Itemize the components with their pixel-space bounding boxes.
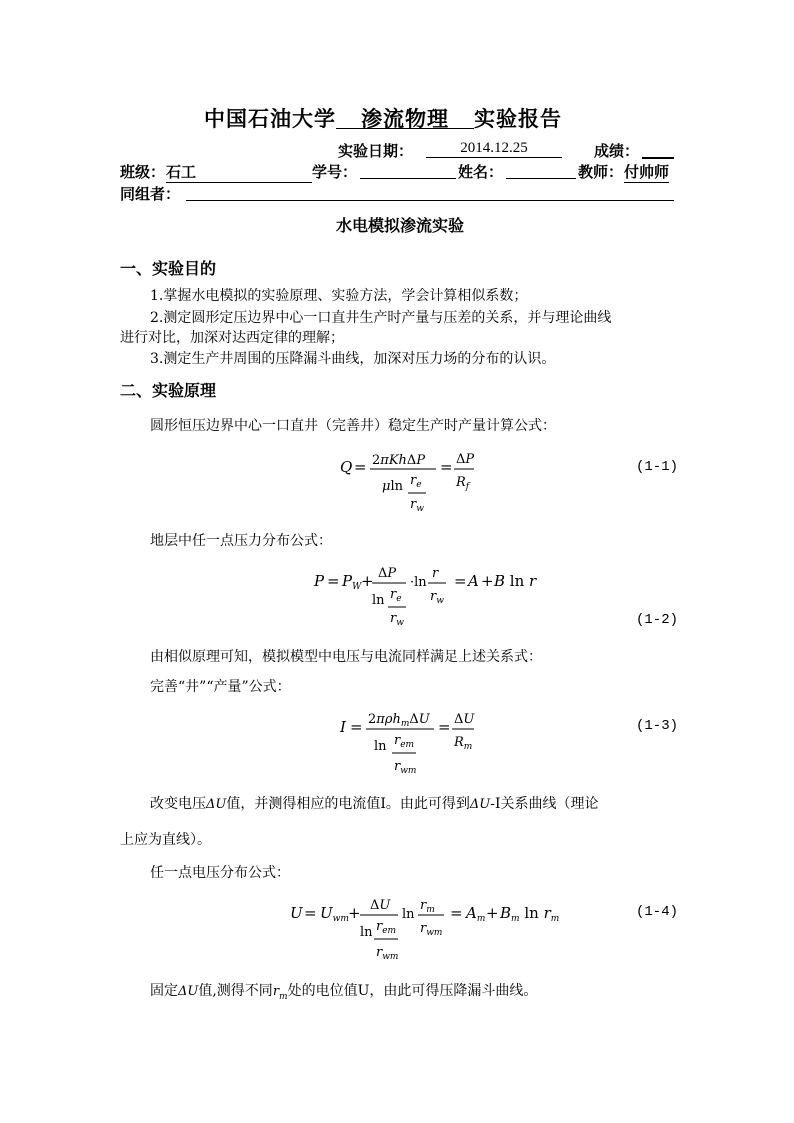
svg-text:rw: $r_w$ [410,497,424,514]
svg-text:rw: $r_w$ [390,611,404,628]
svg-text:re: $r_e$ [390,587,402,604]
grade-label: 成绩： [594,142,640,160]
principle-text-1: 圆形恒压边界中心一口直井（完善井）稳定生产时产量计算公式： [150,418,556,434]
svg-text:μln: μln [382,479,403,494]
class-label: 班级： [120,163,166,181]
principle-text-4: 完善“井”“产量”公式： [150,679,291,695]
svg-text:rm: $r_m$ [420,898,435,915]
svg-text:=: = [440,458,453,476]
svg-text:ln: ln [360,925,373,940]
teacher-value: 付帅师 [624,163,670,181]
svg-text:ln: ln [402,907,415,922]
svg-text:re: $r_e$ [410,473,422,490]
objective-item: 1.掌握水电模拟的实验原理、实验方法，学会计算相似系数； [150,288,528,304]
delta-u-symbol: ΔU [178,984,199,999]
svg-text:=: = [454,572,467,590]
principle-text-5 [150,793,599,813]
objective-item: 进行对比，加深对达西定律的理解； [120,330,344,346]
svg-text:=: = [438,718,451,736]
report-title [204,103,562,133]
svg-text:U: U [290,904,303,922]
svg-text:Bm ln rm: $B_m$ $\ln r_m$ [500,904,560,924]
svg-text:rwm: $r_{wm}$ [420,921,443,938]
date-value: 2014.12.25 [426,140,562,158]
svg-text:rw: $r_w$ [430,589,444,606]
principle-text-6: 任一点电压分布公式： [150,865,290,881]
svg-text:r: r [432,566,439,581]
equation-number: (1-3) [636,718,679,734]
svg-text:=: = [450,904,463,922]
class-value: 石工 [166,161,312,183]
delta-u-symbol: ΔU [469,797,491,812]
student-id-blank [360,178,456,179]
svg-text:I: I [340,718,346,736]
grade-blank [642,157,674,159]
experiment-title: 水电模拟渗流实验 [336,216,465,235]
svg-text:rwm: $r_{wm}$ [394,759,417,776]
text-span: 值,测得不同 [198,983,273,999]
objective-item: 3.测定生产井周围的压降漏斗曲线，加深对压力场的分布的认识。 [150,351,556,367]
svg-text:+: + [348,904,361,922]
svg-text:ΔP: ΔP [456,452,475,467]
title-prefix: 中国石油大学 [204,106,336,131]
principle-text-7 [150,980,537,1002]
svg-text:rem: $r_{em}$ [376,919,397,936]
teacher-label: 教师： [578,163,624,181]
svg-text:2πρhmΔU: 2πρh$_m$ΔU [368,712,430,729]
section2-heading: 二、实验原理 [120,381,217,400]
svg-text:B ln r: B ln r [494,572,537,590]
svg-text:Rm: $R_m$ [454,735,473,752]
section1-heading: 一、实验目的 [120,259,217,278]
name-label: 姓名： [458,163,504,181]
group-blank [186,200,674,201]
text-span: 固定 [150,983,178,999]
rm-symbol: r [272,984,280,999]
svg-text:ln: ln [372,593,385,608]
svg-text:=: = [354,458,367,476]
equation-1-2 [314,560,537,630]
student-id-label: 学号： [312,163,358,181]
svg-text:ΔP: ΔP [378,566,397,581]
svg-text:Uwm: $U_{wm}$ [320,904,349,924]
svg-text:rem: $r_{em}$ [394,733,415,750]
equation-number: (1-4) [636,904,679,920]
svg-text:A: A [468,572,479,590]
equation-number: (1-2) [636,612,679,628]
svg-text:+: + [486,904,499,922]
svg-text:Am: $A_m$ [466,904,486,924]
svg-text:+: + [361,572,374,590]
text-span: 处的电位值U，由此可得压降漏斗曲线。 [287,983,538,999]
equation-1-3 [340,704,480,776]
date-label: 实验日期： [338,142,414,160]
svg-text:Q: Q [340,458,353,476]
text-span: -I关系曲线（理论 [490,796,599,812]
svg-text:ΔU: ΔU [454,712,475,727]
delta-u-symbol: ΔU [206,797,227,812]
svg-text:P: P [314,572,325,590]
text-span: 改变电压 [150,796,206,812]
svg-text:ΔU: ΔU [370,898,391,913]
svg-text:+: + [481,572,494,590]
text-span: 值，并测得相应的电流值I。由此可得到 [226,796,470,812]
title-suffix: 实验报告 [474,106,562,131]
objective-item: 2.测定圆形定压边界中心一口直井生产时产量与压差的关系，并与理论曲线 [150,310,612,326]
course-name: 渗流物理 [336,109,474,129]
equation-1-1 [340,446,480,516]
svg-text:·ln: ·ln [410,575,427,590]
principle-text-2: 地层中任一点压力分布公式： [150,533,332,549]
svg-text:=: = [350,718,363,736]
svg-text:PW: $P_W$ [342,572,362,592]
rm-subscript: m [279,991,288,1002]
svg-text:=: = [327,572,340,590]
principle-text-5b: 上应为直线）。 [120,832,211,848]
equation-number: (1-1) [636,459,679,475]
principle-text-3: 由相似原理可知，模拟模型中电压与电流同样满足上述关系式： [150,649,542,665]
svg-text:2πKhΔP: 2πKhΔP [372,453,426,468]
group-label: 同组者： [120,185,181,203]
svg-text:=: = [304,904,317,922]
svg-text:ln: ln [374,739,387,754]
svg-text:Rf: $R_f$ [456,475,470,492]
name-blank [506,178,576,179]
svg-text:rwm: $r_{wm}$ [376,945,399,962]
equation-1-4 [290,890,560,962]
